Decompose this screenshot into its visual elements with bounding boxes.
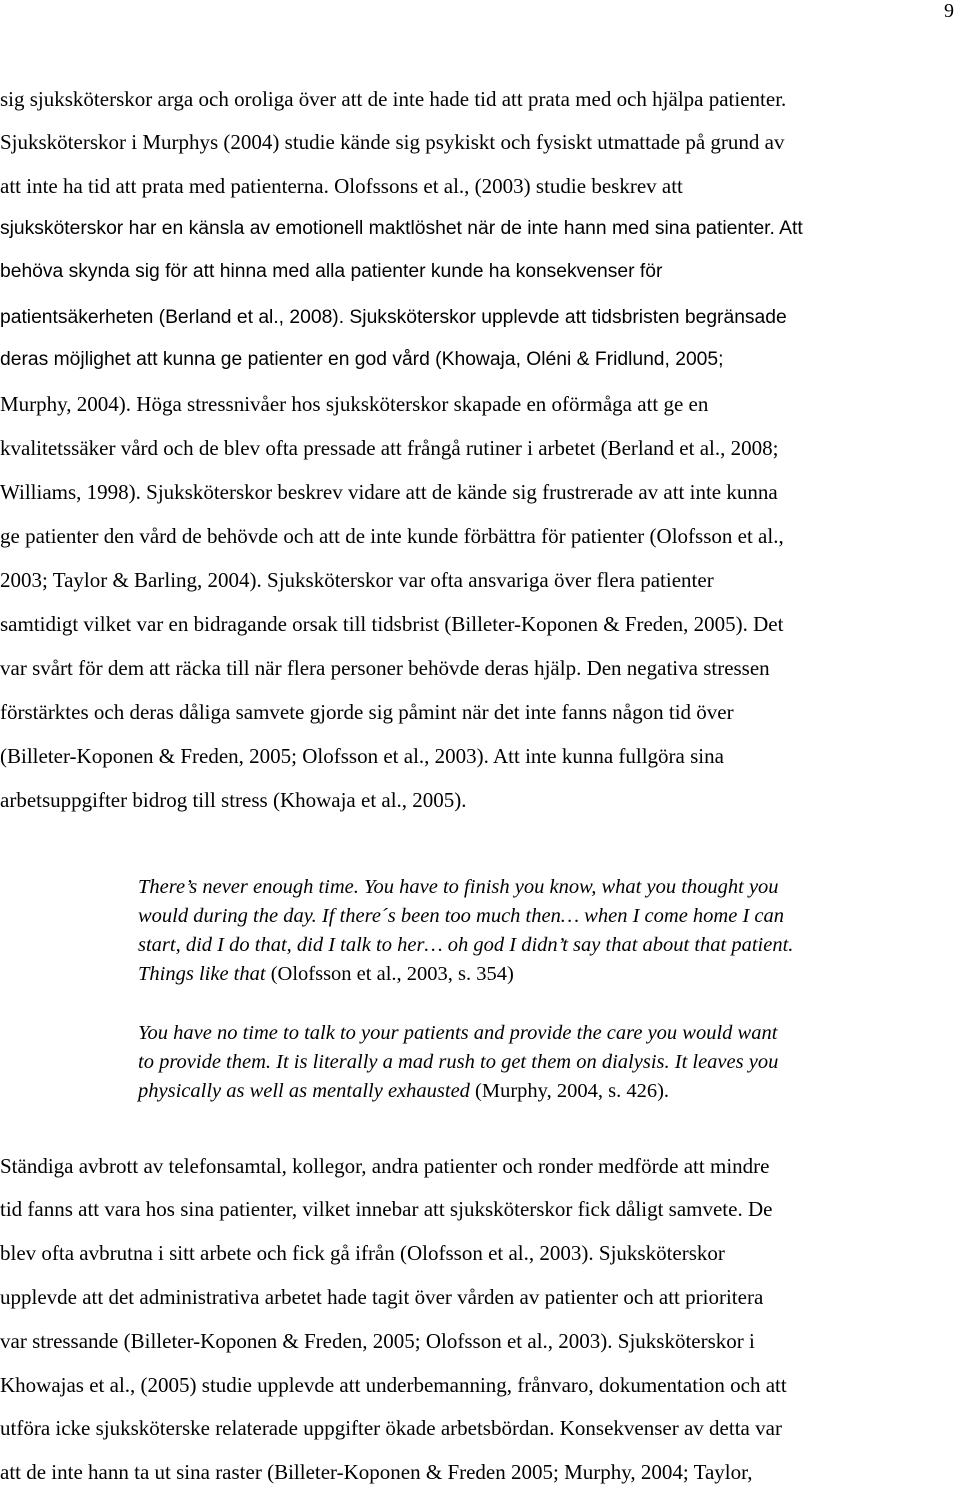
quote-text: There’s never enough time. You have to finish you know, what you thought you — [138, 876, 779, 898]
text-line: Sjuksköterskor i Murphys (2004) studie kände sig psykiskt och fysiskt utmattade på grund av — [0, 130, 785, 154]
text-line: att de inte hann ta ut sina raster (Billeter-Koponen & Freden 2005; Murphy, 2004; Taylor, — [0, 1460, 753, 1484]
page-number: 9 — [944, 0, 954, 22]
quote-text: You have no time to talk to your patients and provide the care you would want — [138, 1022, 778, 1044]
quote-text: would during the day. If there´s been too much then… when I come home I can — [138, 905, 784, 927]
text-line: tid fanns att vara hos sina patienter, vilket innebar att sjuksköterskor fick dåligt samvete. De — [0, 1197, 773, 1221]
text-line: utföra icke sjuksköterske relaterade uppgifter ökade arbetsbördan. Konsekvenser av detta var — [0, 1416, 782, 1440]
text-line: sig sjuksköterskor arga och oroliga över att de inte hade tid att prata med och hjälpa patienter. — [0, 87, 787, 111]
text-line: var stressande (Billeter-Koponen & Freden, 2005; Olofsson et al., 2003). Sjuksköterskor i — [0, 1329, 755, 1353]
text-segment: Sjuksköterskor upplevde att tidsbristen begränsade — [344, 307, 787, 328]
text-segment: patientsäkerheten (Berland et al., 2008). — [0, 307, 345, 328]
text-line: blev ofta avbrutna i sitt arbete och fick gå ifrån (Olofsson et al., 2003). Sjuksköterskor — [0, 1241, 725, 1265]
text-line: arbetsuppgifter bidrog till stress (Khowaja et al., 2005). — [0, 788, 467, 812]
quote-line — [138, 903, 784, 929]
quote-line — [138, 1049, 778, 1075]
text-line: ge patienter den vård de behövde och att de inte kunde förbättra för patienter (Olofsson et al., — [0, 524, 784, 548]
quote-line — [138, 874, 779, 900]
text-line: upplevde att det administrativa arbetet hade tagit över vården av patienter och att prioritera — [0, 1285, 764, 1309]
quote-line — [138, 1078, 669, 1104]
text-line: Ständiga avbrott av telefonsamtal, kollegor, andra patienter och ronder medförde att mindre — [0, 1154, 770, 1178]
quote-text: start, did I do that, did I talk to her… oh god I didn’t say that about that patient. — [138, 934, 794, 956]
text-line: behöva skynda sig för att hinna med alla patienter kunde ha konsekvenser för — [0, 261, 663, 282]
quote-line — [138, 932, 793, 958]
quote-line — [138, 961, 514, 987]
text-line: kvalitetssäker vård och de blev ofta pressade att frångå rutiner i arbetet (Berland et al., 2008; — [0, 436, 779, 460]
text-line: samtidigt vilket var en bidragande orsak till tidsbrist (Billeter-Koponen & Freden, 2005). Det — [0, 612, 784, 636]
text-line: (Billeter-Koponen & Freden, 2005; Olofsson et al., 2003). Att inte kunna fullgöra sina — [0, 744, 724, 768]
text-line: Williams, 1998). Sjuksköterskor beskrev vidare att de kände sig frustrerade av att inte kunna — [0, 480, 778, 504]
quote-line — [138, 1020, 777, 1046]
text-line: sjuksköterskor har en känsla av emotionell maktlöshet när de inte hann med sina patienter. Att — [0, 218, 803, 239]
text-line: 2003; Taylor & Barling, 2004). Sjuksköterskor var ofta ansvariga över flera patienter — [0, 568, 714, 592]
text-line — [0, 303, 787, 331]
text-line: deras möjlighet att kunna ge patienter en god vård (Khowaja, Oléni & Fridlund, 2005; — [0, 349, 724, 370]
text-line: att inte ha tid att prata med patienterna. Olofssons et al., (2003) studie beskrev att — [0, 174, 683, 198]
text-line: förstärktes och deras dåliga samvete gjorde sig påmint när det inte fanns någon tid över — [0, 700, 734, 724]
quote-text: Things like that — [138, 963, 266, 985]
quote-citation: (Olofsson et al., 2003, s. 354) — [265, 963, 514, 985]
quote-text: physically as well as mentally exhausted — [138, 1080, 470, 1102]
text-line: Khowajas et al., (2005) studie upplevde att underbemanning, frånvaro, dokumentation och att — [0, 1373, 787, 1397]
text-line: Murphy, 2004). Höga stressnivåer hos sjuksköterskor skapade en oförmåga att ge en — [0, 392, 709, 416]
quote-citation: (Murphy, 2004, s. 426). — [469, 1080, 670, 1102]
text-line: var svårt för dem att räcka till när flera personer behövde deras hjälp. Den negativa stressen — [0, 656, 770, 680]
quote-text: to provide them. It is literally a mad rush to get them on dialysis. It leaves you — [138, 1051, 779, 1073]
